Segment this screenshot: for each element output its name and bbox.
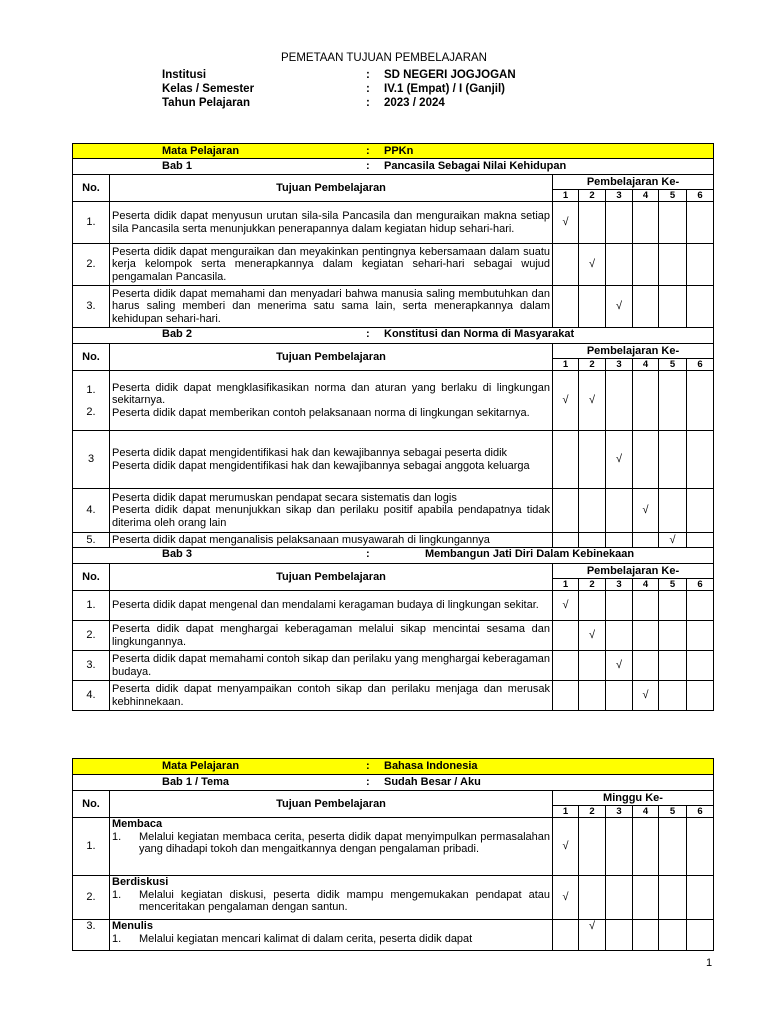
- check-mark: √: [553, 202, 579, 244]
- table-row: 1. 2. Peserta didik dapat mengklasifikasikan norma dan aturan yang berlaku di lingkungan sekitarnya. Peserta didik dapat memberikan contoh pelaksanaan norma di lingkungan sekitarnya. √ √: [73, 371, 714, 431]
- bab-row: Bab 3 : Membangun Jati Diri Dalam Kebinekaan: [73, 548, 714, 564]
- col-header-no: No.: [73, 791, 110, 818]
- table-row: 3. Peserta didik dapat memahami dan menyadari bahwa manusia saling membutuhkan dan harus saling memberi dan menerima satu sama lain, serta menerapkannya dalam kehidupan sehari-hari. √: [73, 286, 714, 328]
- table-row: 2. Peserta didik dapat menghargai keberagaman melalui sikap mencintai sesama dan lingkungannya. √: [73, 621, 714, 651]
- col-header-pembelajaran: Pembelajaran Ke-: [553, 344, 714, 359]
- table-row: 3. Peserta didik dapat memahami contoh sikap dan perilaku yang menghargai keberagaman budaya. √: [73, 651, 714, 681]
- table-row: 3 Peserta didik dapat mengidentifikasi hak dan kewajibannya sebagai peserta didik Peserta didik dapat mengidentifikasi hak dan kewajibannya sebagai anggota keluarga √: [73, 431, 714, 489]
- check-mark: √: [553, 818, 579, 876]
- table-row: 5. Peserta didik dapat menganalisis pelaksanaan musyawarah di lingkungannya √: [73, 533, 714, 548]
- col-header-tp: Tujuan Pembelajaran: [110, 564, 553, 591]
- check-mark: √: [633, 489, 659, 533]
- mapel-row: Mata Pelajaran : Bahasa Indonesia: [73, 759, 714, 775]
- bahasa-indonesia-table: Mata Pelajaran : Bahasa Indonesia Bab 1 / Tema : Sudah Besar / Aku No. Tujuan Pembelajaran Minggu Ke- 1 2 3 4 5 6 1. Membaca 1. Melalui kegiatan membaca cerita, peserta didik dapat menyimpulkan permasalahan yang dihadapi tokoh dan mengaitkannya dengan pengalaman pribadi. √ 2. Berdiskusi 1. Melalui kegiatan diskusi, peserta didik mampu mengemukakan pendapat atau menceritakan pengalaman dengan santun. √ 3. Menulis 1. Melalui kegiatan mencari kalimat di dalam cerita, peserta didik dapat √: [72, 758, 714, 951]
- bab-row: Bab 1 : Pancasila Sebagai Nilai Kehidupan: [73, 159, 714, 175]
- page-title: PEMETAAN TUJUAN PEMBELAJARAN: [281, 52, 487, 64]
- mapel-row: Mata Pelajaran : PPKn: [73, 144, 714, 159]
- check-mark: √: [633, 681, 659, 711]
- table-row: 1. Membaca 1. Melalui kegiatan membaca cerita, peserta didik dapat menyimpulkan permasalahan yang dihadapi tokoh dan mengaitkannya dengan pengalaman pribadi. √: [73, 818, 714, 876]
- col-header-no: No.: [73, 175, 110, 202]
- table-row: 3. Menulis 1. Melalui kegiatan mencari kalimat di dalam cerita, peserta didik dapat √: [73, 920, 714, 951]
- check-mark: √: [579, 371, 606, 431]
- check-mark: √: [579, 621, 606, 651]
- table-row: 4. Peserta didik dapat merumuskan pendapat secara sistematis dan logis Peserta didik dapat menunjukkan sikap dan perilaku positif apabila pendapatnya tidak diterima oleh orang lain √: [73, 489, 714, 533]
- check-mark: √: [579, 244, 606, 286]
- check-mark: √: [553, 876, 579, 920]
- check-mark: √: [606, 651, 633, 681]
- col-header-tp: Tujuan Pembelajaran: [110, 175, 553, 202]
- check-mark: √: [553, 371, 579, 431]
- col-header-no: No.: [73, 564, 110, 591]
- page-number: 1: [706, 957, 713, 969]
- col-header-pembelajaran: Pembelajaran Ke-: [553, 564, 714, 579]
- table-row: 1. Peserta didik dapat mengenal dan mendalami keragaman budaya di lingkungan sekitar. √: [73, 591, 714, 621]
- col-header-pembelajaran: Pembelajaran Ke-: [553, 175, 714, 190]
- check-mark: √: [579, 920, 606, 951]
- check-mark: √: [606, 431, 633, 489]
- table-row: 2. Peserta didik dapat menguraikan dan meyakinkan pentingnya kebersamaan dalam suatu kerja kelompok serta menerapkannya dalam kegiatan sehari-hari sebagai wujud pengamalan Pancasila. √: [73, 244, 714, 286]
- table-row: 4. Peserta didik dapat menyampaikan contoh sikap dan perilaku menjaga dan merusak kebhinnekaan. √: [73, 681, 714, 711]
- check-mark: √: [606, 286, 633, 328]
- check-mark: √: [659, 533, 687, 548]
- table-row: 2. Berdiskusi 1. Melalui kegiatan diskusi, peserta didik mampu mengemukakan pendapat atau menceritakan pengalaman dengan santun. √: [73, 876, 714, 920]
- col-header-no: No.: [73, 344, 110, 371]
- col-header-tp: Tujuan Pembelajaran: [110, 791, 553, 818]
- table-row: 1. Peserta didik dapat menyusun urutan sila-sila Pancasila dan menguraikan makna setiap sila Pancasila serta menunjukkan penerapannya dalam kegiatan hidup sehari-hari. √: [73, 202, 714, 244]
- check-mark: √: [553, 591, 579, 621]
- col-header-minggu: Minggu Ke-: [553, 791, 714, 806]
- col-header-tp: Tujuan Pembelajaran: [110, 344, 553, 371]
- bab-row: Bab 2 : Konstitusi dan Norma di Masyarakat: [73, 328, 714, 344]
- ppkn-table: Mata Pelajaran : PPKn Bab 1 : Pancasila Sebagai Nilai Kehidupan No. Tujuan Pembelajaran Pembelajaran Ke- 1 2 3 4 5 6 1. Peserta didik dapat menyusun urutan sila-sila Pancasila dan menguraikan makna setiap sila Pancasila serta menunjukkan penerapannya dalam kegiatan hidup sehari-hari. √ 2. Peserta didik dapat menguraikan dan meyakinkan pentingnya kebersamaan dalam suatu kerja kelompok serta menerapkannya dalam kegiatan sehari-hari sebagai wujud pengamalan Pancasila. √ 3. Peserta didik dapat memahami dan menyadari bahwa manusia saling membutuhkan dan harus saling memberi dan menerima satu sama lain, serta menerapkannya dalam kehidupan sehari-hari. √ Bab 2 : Konstitusi dan Norma di Masyarakat No. Tujuan Pembelajaran Pembelajaran Ke- 1 2 3 4 5 6 1. 2. Peserta didik dapat mengklasifikasikan norma dan aturan yang berlaku di lingkungan sekitarnya. Peserta didik dapat memberikan contoh pelaksanaan norma di lingkungan sekitarnya. √ √ 3 Peserta didik dapat mengidentifikasi hak dan kewajibannya sebagai peserta didik Peserta didik dapat mengidentifikasi hak dan kewajibannya sebagai anggota keluarga √ 4. Peserta didik dapat merumuskan pendapat secara sistematis dan logis Peserta didik dapat menunjukkan sikap dan perilaku positif apabila pendapatnya tidak diterima oleh orang lain √ 5. Peserta didik dapat menganalisis pelaksanaan musyawarah di lingkungannya √ Bab 3 : Membangun Jati Diri Dalam Kebinekaan No. Tujuan Pembelajaran Pembelajaran Ke- 1 2 3 4 5 6 1. Peserta didik dapat mengenal dan mendalami keragaman budaya di lingkungan sekitar. √ 2. Peserta didik dapat menghargai keberagaman melalui sikap mencintai sesama dan lingkungannya. √ 3. Peserta didik dapat memahami contoh sikap dan perilaku yang menghargai keberagaman budaya. √ 4. Peserta didik dapat menyampaikan contoh sikap dan perilaku menjaga dan merusak kebhinnekaan. √: [72, 143, 714, 711]
- bab-row: Bab 1 / Tema : Sudah Besar / Aku: [73, 775, 714, 791]
